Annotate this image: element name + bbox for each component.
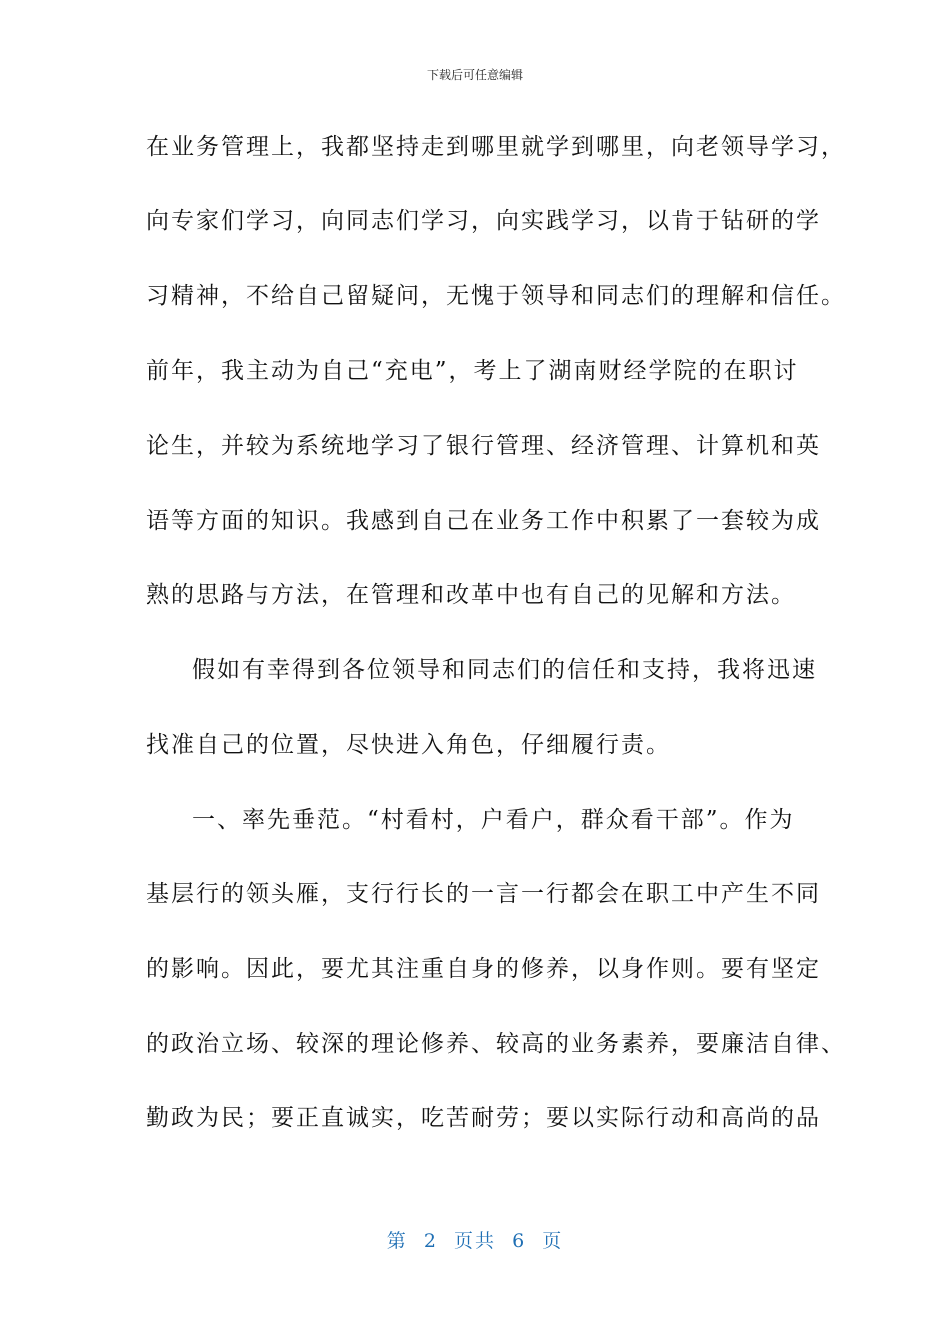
text-line: 在业务管理上，我都坚持走到哪里就学到哪里，向老领导学习，	[146, 134, 846, 160]
text-line: 前年，我主动为自己“充电”，考上了湖南财经学院的在职讨	[146, 358, 799, 384]
text-line: 找准自己的位置，尽快进入角色，仔细履行责。	[146, 732, 671, 758]
page-number: 第 2 页共 6 页	[386, 1230, 564, 1252]
text-line: 语等方面的知识。我感到自己在业务工作中积累了一套较为成	[146, 508, 821, 534]
text-line: 的影响。因此，要尤其注重自身的修养，以身作则。要有坚定	[146, 956, 821, 982]
text-line: 基层行的领头雁，支行行长的一言一行都会在职工中产生不同	[146, 881, 821, 907]
text-line: 论生，并较为系统地学习了银行管理、经济管理、计算机和英	[146, 433, 821, 459]
text-line: 熟的思路与方法，在管理和改革中也有自己的见解和方法。	[146, 582, 796, 608]
text-line: 一、率先垂范。“村看村，户看户，群众看干部”。作为	[192, 807, 795, 833]
text-line: 假如有幸得到各位领导和同志们的信任和支持，我将迅速	[192, 657, 817, 683]
text-line: 习精神，不给自己留疑问，无愧于领导和同志们的理解和信任。	[146, 283, 846, 309]
text-line: 向专家们学习，向同志们学习，向实践学习，以肯于钻研的学	[146, 208, 821, 234]
page-header: 下载后可任意编辑	[426, 68, 523, 82]
text-line: 的政治立场、较深的理论修养、较高的业务素养，要廉洁自律、	[146, 1031, 846, 1057]
text-line: 勤政为民；要正直诚实，吃苦耐劳；要以实际行动和高尚的品	[146, 1105, 821, 1131]
